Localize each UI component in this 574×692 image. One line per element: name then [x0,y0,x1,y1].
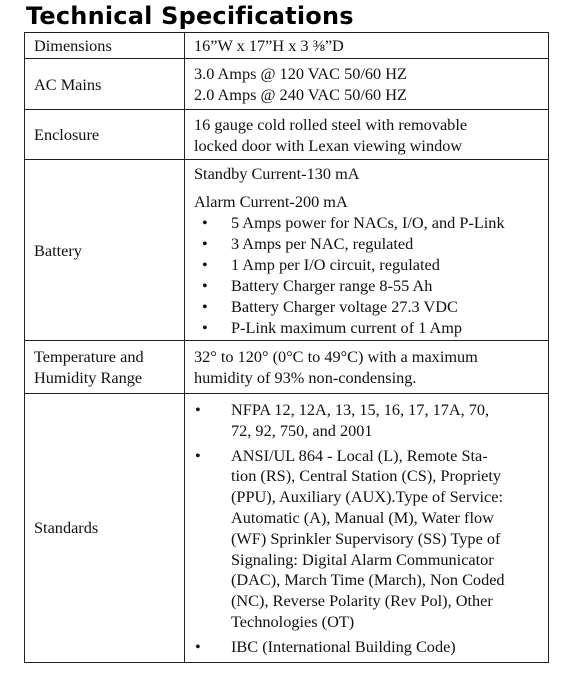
standards-line: ANSI/UL 864 - Local (L), Remote Sta- [231,445,488,465]
battery-bullet-text: Battery Charger voltage 27.3 VDC [231,296,458,316]
standards-line: IBC (International Building Code) [231,636,456,656]
row-label-temperature-humidity [25,341,185,394]
standards-line: (PPU), Auxiliary (AUX).Type of Service: [231,487,503,507]
list-item [194,637,542,658]
bullet-icon: • [202,317,208,337]
standards-line: Signaling: Digital Alarm Communicator [231,549,494,569]
list-item [194,446,542,633]
standards-line: (NC), Reverse Polarity (Rev Pol), Other [231,591,493,611]
standards-list [194,400,542,658]
battery-line: Standby Current-130 mA [194,163,360,183]
row-label-dimensions: Dimensions [25,33,185,59]
temperature-line: 32° to 120° (0°C to 49°C) with a maximum [194,347,478,366]
table-row-enclosure [25,110,549,160]
table-row-ac-mains [25,59,549,110]
list-item [194,212,542,233]
row-label-ac-mains: AC Mains [25,59,185,110]
bullet-icon: • [195,400,201,419]
standards-line: (DAC), March Time (March), Non Coded [231,570,505,590]
row-value-battery [185,160,549,341]
row-label-standards: Standards [25,394,185,663]
standards-line: (WF) Sprinkler Supervisory (SS) Type of [231,528,501,548]
row-value-dimensions: 16”W x 17”H x 3 ⅜”D [185,33,549,59]
list-item [194,317,542,338]
battery-bullet-text: Battery Charger range 8-55 Ah [231,275,433,295]
enclosure-line: 16 gauge cold rolled steel with removable [194,114,468,134]
standards-line: NFPA 12, 12A, 13, 15, 16, 17, 17A, 70, [231,400,490,419]
row-value-temperature-humidity [185,341,549,394]
list-item [194,400,542,442]
standards-line: tion (RS), Central Station (CS), Propriety [231,466,501,486]
battery-bullet-list [194,212,542,338]
battery-bullet-text: 5 Amps power for NACs, I/O, and P-Link [231,212,505,232]
table-row-dimensions [25,33,549,59]
ac-mains-line: 3.0 Amps @ 120 VAC 50/60 HZ [194,64,407,83]
row-value-enclosure [185,110,549,160]
bullet-icon: • [202,254,208,274]
battery-bullet-text: 3 Amps per NAC, regulated [231,233,414,253]
row-value-standards [185,394,549,663]
row-label-battery: Battery [25,160,185,341]
row-value-ac-mains [185,59,549,110]
standards-line: 72, 92, 750, and 2001 [231,420,373,440]
list-item [194,296,542,317]
table-row-battery [25,160,549,341]
temperature-label-line: Temperature and [34,347,144,366]
standards-line: Automatic (A), Manual (M), Water flow [231,507,494,527]
battery-bullet-text: 1 Amp per I/O circuit, regulated [231,254,440,274]
temperature-label-line: Humidity Range [34,368,143,387]
table-row-temperature-humidity [25,341,549,394]
battery-bullet-text: P-Link maximum current of 1 Amp [231,317,463,337]
bullet-icon: • [202,212,208,232]
bullet-icon: • [202,296,208,316]
bullet-icon: • [195,445,201,465]
ac-mains-line: 2.0 Amps @ 240 VAC 50/60 HZ [194,85,407,104]
bullet-icon: • [195,636,201,656]
page-title: Technical Specifications [26,2,354,30]
temperature-line: humidity of 93% non-condensing. [194,368,417,387]
standards-line: Technologies (OT) [231,611,355,631]
battery-line: Alarm Current-200 mA [194,191,348,211]
specifications-table [24,32,549,663]
list-item [194,275,542,296]
list-item [194,233,542,254]
bullet-icon: • [202,233,208,253]
list-item [194,254,542,275]
enclosure-line: locked door with Lexan viewing window [194,135,463,155]
bullet-icon: • [202,275,208,295]
table-row-standards [25,394,549,663]
row-label-enclosure: Enclosure [25,110,185,160]
